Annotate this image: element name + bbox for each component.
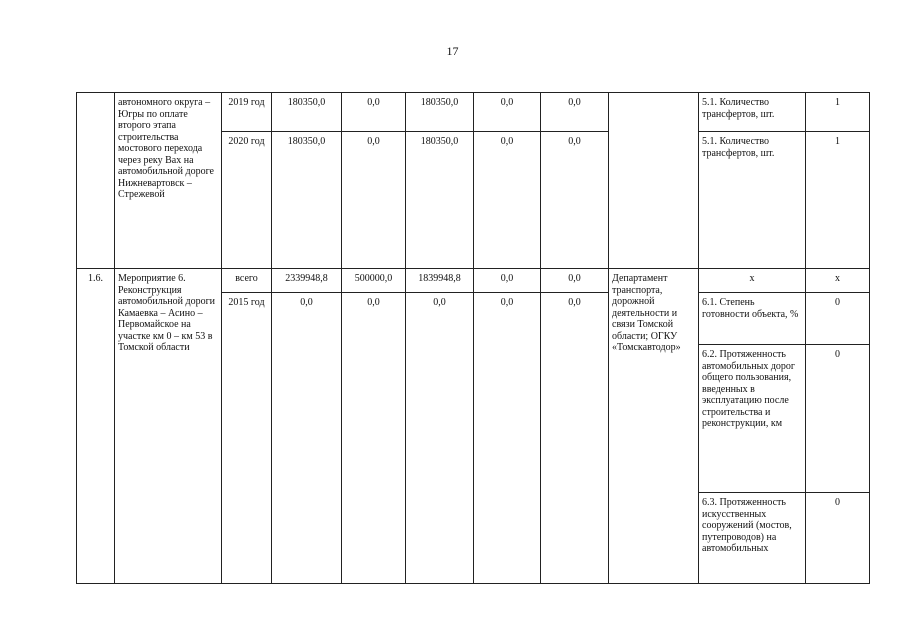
indicator-cell: х bbox=[699, 269, 806, 293]
event-description-cell: автономного округа – Югры по оплате второго этапа строительства мостового перехода через реку Вах на автомобильной дороге Нижневартовск – Стрежевой bbox=[115, 93, 222, 269]
indicator-cell: 6.1. Степень готовности объекта, % bbox=[699, 293, 806, 345]
table-row bbox=[77, 269, 870, 293]
event-description-cell: Мероприятие 6. Реконструкция автомобильной дороги Камаевка – Асино – Первомайское на участке км 0 – км 53 в Томской области bbox=[115, 269, 222, 584]
year-cell: 2020 год bbox=[222, 132, 272, 269]
value-cell: 0,0 bbox=[474, 293, 541, 584]
executor-cell: Департамент транспорта, дорожной деятельности и связи Томской области; ОГКУ «Томскавтодор» bbox=[609, 269, 699, 584]
row-number-cell: 1.6. bbox=[77, 269, 115, 584]
value-cell: 0,0 bbox=[342, 293, 406, 584]
value-cell: 0,0 bbox=[406, 293, 474, 584]
indicator-value-cell: 0 bbox=[806, 293, 870, 345]
table-row bbox=[77, 93, 870, 132]
value-cell: 0,0 bbox=[474, 132, 541, 269]
value-cell: 0,0 bbox=[272, 293, 342, 584]
page-number: 17 bbox=[446, 44, 459, 58]
indicator-cell: 5.1. Количество трансфертов, шт. bbox=[699, 93, 806, 132]
indicator-cell: 6.2. Протяженность автомобильных дорог общего пользования, введенных в эксплуатацию после строительства и реконструкции, км bbox=[699, 345, 806, 493]
indicator-value-cell: х bbox=[806, 269, 870, 293]
year-cell: всего bbox=[222, 269, 272, 293]
value-cell: 0,0 bbox=[541, 93, 609, 132]
executor-cell bbox=[609, 93, 699, 269]
value-cell: 180350,0 bbox=[272, 132, 342, 269]
value-cell: 180350,0 bbox=[406, 93, 474, 132]
value-cell: 0,0 bbox=[541, 132, 609, 269]
value-cell: 1839948,8 bbox=[406, 269, 474, 293]
value-cell: 180350,0 bbox=[272, 93, 342, 132]
indicator-value-cell: 1 bbox=[806, 132, 870, 269]
value-cell: 0,0 bbox=[541, 269, 609, 293]
row-number-cell bbox=[77, 93, 115, 269]
program-table bbox=[76, 92, 870, 584]
value-cell: 2339948,8 bbox=[272, 269, 342, 293]
value-cell: 0,0 bbox=[474, 269, 541, 293]
value-cell: 500000,0 bbox=[342, 269, 406, 293]
indicator-value-cell: 1 bbox=[806, 93, 870, 132]
year-cell: 2019 год bbox=[222, 93, 272, 132]
indicator-value-cell: 0 bbox=[806, 493, 870, 584]
value-cell: 0,0 bbox=[342, 132, 406, 269]
value-cell: 0,0 bbox=[474, 93, 541, 132]
year-cell: 2015 год bbox=[222, 293, 272, 584]
indicator-value-cell: 0 bbox=[806, 345, 870, 493]
value-cell: 0,0 bbox=[541, 293, 609, 584]
value-cell: 180350,0 bbox=[406, 132, 474, 269]
value-cell: 0,0 bbox=[342, 93, 406, 132]
indicator-cell: 5.1. Количество трансфертов, шт. bbox=[699, 132, 806, 269]
indicator-cell: 6.3. Протяженность искусственных сооружений (мостов, путепроводов) на автомобильных bbox=[699, 493, 806, 584]
